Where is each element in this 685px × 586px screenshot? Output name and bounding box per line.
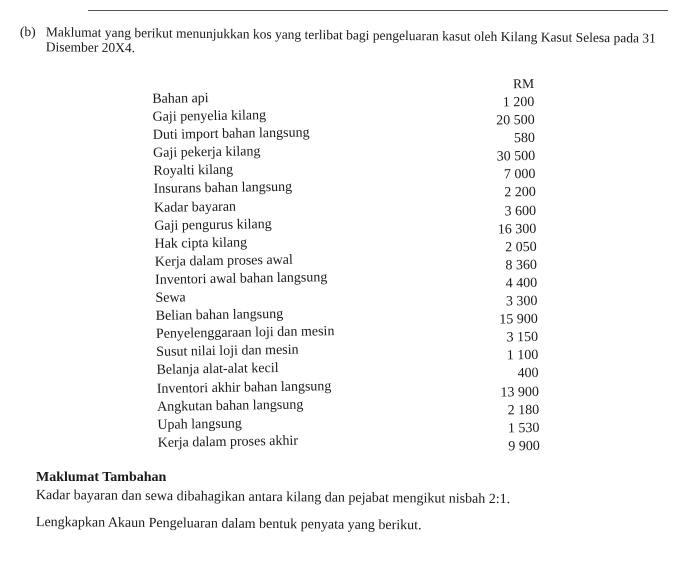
cost-row-label: Belian bahan langsung	[155, 307, 284, 325]
additional-info-text: Kadar bayaran dan sewa dibahagikan antara kilang dan pejabat mengikut nisbah 2:1.	[35, 488, 511, 508]
cost-row-amount: 20 500	[496, 113, 535, 129]
cost-row-label: Angkutan bahan langsung	[156, 397, 304, 415]
cost-row-label: Belanja alat-alat kecil	[156, 361, 279, 379]
cost-row-amount: 2 180	[507, 402, 540, 418]
question-text: Maklumat yang berikut menunjukkan kos yang terlibat bagi pengeluaran kasut oleh Kilang Kasut Selesa pada 31 Disember 20X4.	[45, 24, 656, 56]
question-block	[20, 24, 670, 61]
cost-row-label: Duti import bahan langsung	[152, 125, 310, 144]
cost-row-amount: 13 900	[500, 384, 540, 401]
cost-row-label: Insurans bahan langsung	[153, 180, 293, 198]
cost-row-amount: 4 400	[505, 275, 538, 292]
cost-row-amount: 7 000	[503, 167, 536, 183]
cost-row-label: Inventori akhir bahan langsung	[156, 378, 332, 397]
cost-row-amount: 1 100	[506, 348, 539, 364]
cost-row-label: Kerja dalam proses awal	[154, 252, 293, 270]
question-label: (b)	[19, 24, 36, 40]
currency-header: RM	[512, 75, 535, 92]
cost-row-amount: 1 530	[507, 420, 540, 437]
cost-row-amount: 3 300	[505, 293, 538, 310]
cost-row-amount: 2 200	[504, 185, 536, 201]
cost-table	[148, 75, 540, 455]
cost-row-amount: 16 300	[497, 221, 537, 238]
cost-row-amount: 9 900	[508, 438, 540, 455]
cost-row-label: Inventori awal bahan langsung	[154, 270, 328, 288]
cost-row-amount: 3 600	[504, 203, 537, 219]
cost-row-amount: 3 150	[506, 330, 539, 346]
cost-row-label: Upah langsung	[157, 416, 242, 433]
cost-row-label: Gaji penyelia kilang	[152, 108, 267, 126]
cost-row-amount: 400	[517, 366, 539, 382]
cost-row-label: Susut nilai loji dan mesin	[156, 342, 299, 361]
cost-row-label: Penyelenggaraan loji dan mesin	[155, 324, 335, 343]
cost-row-label: Sewa	[155, 290, 186, 306]
cost-row-label: Bahan api	[152, 91, 209, 107]
cost-row-amount: 8 360	[505, 257, 538, 274]
cost-rows	[148, 86, 544, 454]
cost-row-amount: 30 500	[496, 149, 536, 165]
top-rule	[88, 10, 668, 11]
cost-row-label: Royalti kilang	[153, 163, 234, 180]
cost-row-amount: 15 900	[499, 312, 538, 328]
instruction-text: Lengkapkan Akaun Pengeluaran dalam bentuk penyata yang berikut.	[35, 515, 422, 534]
cost-row-amount: 580	[513, 131, 536, 147]
cost-row-amount: 2 050	[505, 239, 537, 256]
cost-row-label: Hak cipta kilang	[154, 235, 248, 252]
cost-row-label: Gaji pekerja kilang	[153, 144, 261, 162]
cost-row-label: Kadar bayaran	[153, 199, 237, 216]
additional-info-title: Maklumat Tambahan	[36, 470, 167, 485]
cost-row-label: Kerja dalam proses akhir	[157, 433, 299, 451]
cost-row-label: Gaji pengurus kilang	[154, 216, 272, 234]
cost-row-amount: 1 200	[502, 94, 535, 111]
